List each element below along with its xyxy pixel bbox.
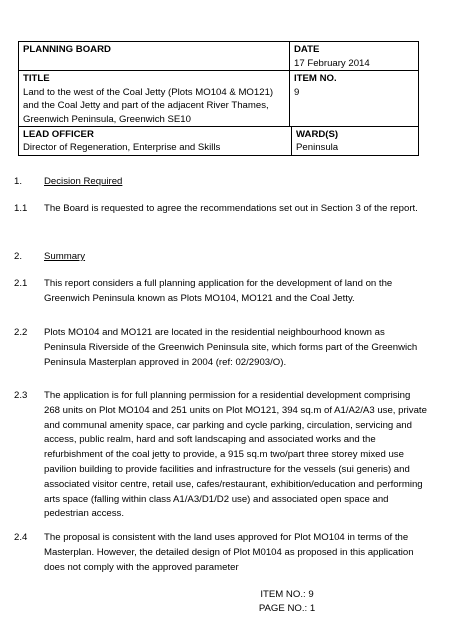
section-heading-decision-required: Decision Required — [44, 176, 123, 187]
footer-item-no: ITEM NO.: 9 — [260, 589, 314, 600]
paragraph-number: 2.4 — [14, 532, 28, 543]
section-heading-summary: Summary — [44, 251, 86, 262]
paragraph-number: 1.1 — [14, 203, 28, 214]
footer — [227, 588, 347, 616]
title-cell — [19, 71, 290, 127]
title-value: Land to the west of the Coal Jetty (Plots MO104 & MO121) and the Coal Jetty and part of the adjacent River Thames, Greenwich Peninsula, Greenwich SE10 — [23, 86, 274, 125]
item-no-value: 9 — [294, 86, 300, 98]
title-label: TITLE — [23, 73, 50, 84]
paragraph-number: 2.1 — [14, 278, 28, 289]
wards-label: WARD(S) — [296, 128, 339, 140]
section-number: 2. — [14, 251, 23, 262]
wards-value: Peninsula — [296, 142, 339, 153]
paragraph-text: Plots MO104 and MO121 are located in the residential neighbourhood known as Peninsula Riverside of the Greenwich Peninsula site, which forms part of the Greenwich Peninsula Masterplan approved in 2004 (ref: 02/2903/O). — [44, 327, 418, 368]
planning-board-label: PLANNING BOARD — [23, 44, 111, 55]
paragraph-text: The application is for full planning permission for a residential development comprising 268 units on Plot MO104 and 251 units on Plot MO121, 394 sq.m of A1/A2/A3 use, private and communal amenity space, car parking and cycle parking, circulation, servicing and access, public realm, hard and soft landscaping and associated works and the refurbishment of the coal jetty to provide, a 915 sq.m two/part three storey mixed use pavilion building to provide facilities and infrastructure for the vessels (sui generis) and associated visitor centre, retail use, cafes/restaurant, exhibition/education and performing arts space (falling within class A1/A3/D1/D2 use) and associated open space and pedestrian access. — [44, 390, 427, 520]
footer-page-no: PAGE NO.: 1 — [258, 603, 316, 614]
planning-board-cell — [19, 42, 290, 71]
paragraph-number: 2.2 — [14, 327, 28, 338]
date-cell — [290, 42, 419, 71]
lead-officer-label: LEAD OFFICER — [23, 128, 94, 140]
wards-cell — [292, 126, 419, 155]
item-no-cell — [290, 71, 419, 127]
date-value: 17 February 2014 — [294, 57, 370, 69]
lead-officer-value: Director of Regeneration, Enterprise and Skills — [23, 142, 221, 153]
paragraph-number: 2.3 — [14, 390, 28, 401]
header-table — [18, 41, 419, 156]
paragraph-text: This report considers a full planning application for the development of land on the Greenwich Peninsula known as Plots MO104, MO121 and the Coal Jetty. — [44, 278, 393, 304]
date-label: DATE — [294, 44, 320, 55]
item-no-label: ITEM NO. — [294, 73, 337, 84]
paragraph-text: The Board is requested to agree the recommendations set out in Section 3 of the report. — [44, 203, 418, 214]
section-number: 1. — [14, 176, 23, 187]
lead-officer-cell — [19, 126, 292, 155]
paragraph-text: The proposal is consistent with the land uses approved for Plot MO104 in terms of the Masterplan. However, the detailed design of Plot M0104 as proposed in this application does not comply with the approved parameter — [44, 532, 414, 573]
